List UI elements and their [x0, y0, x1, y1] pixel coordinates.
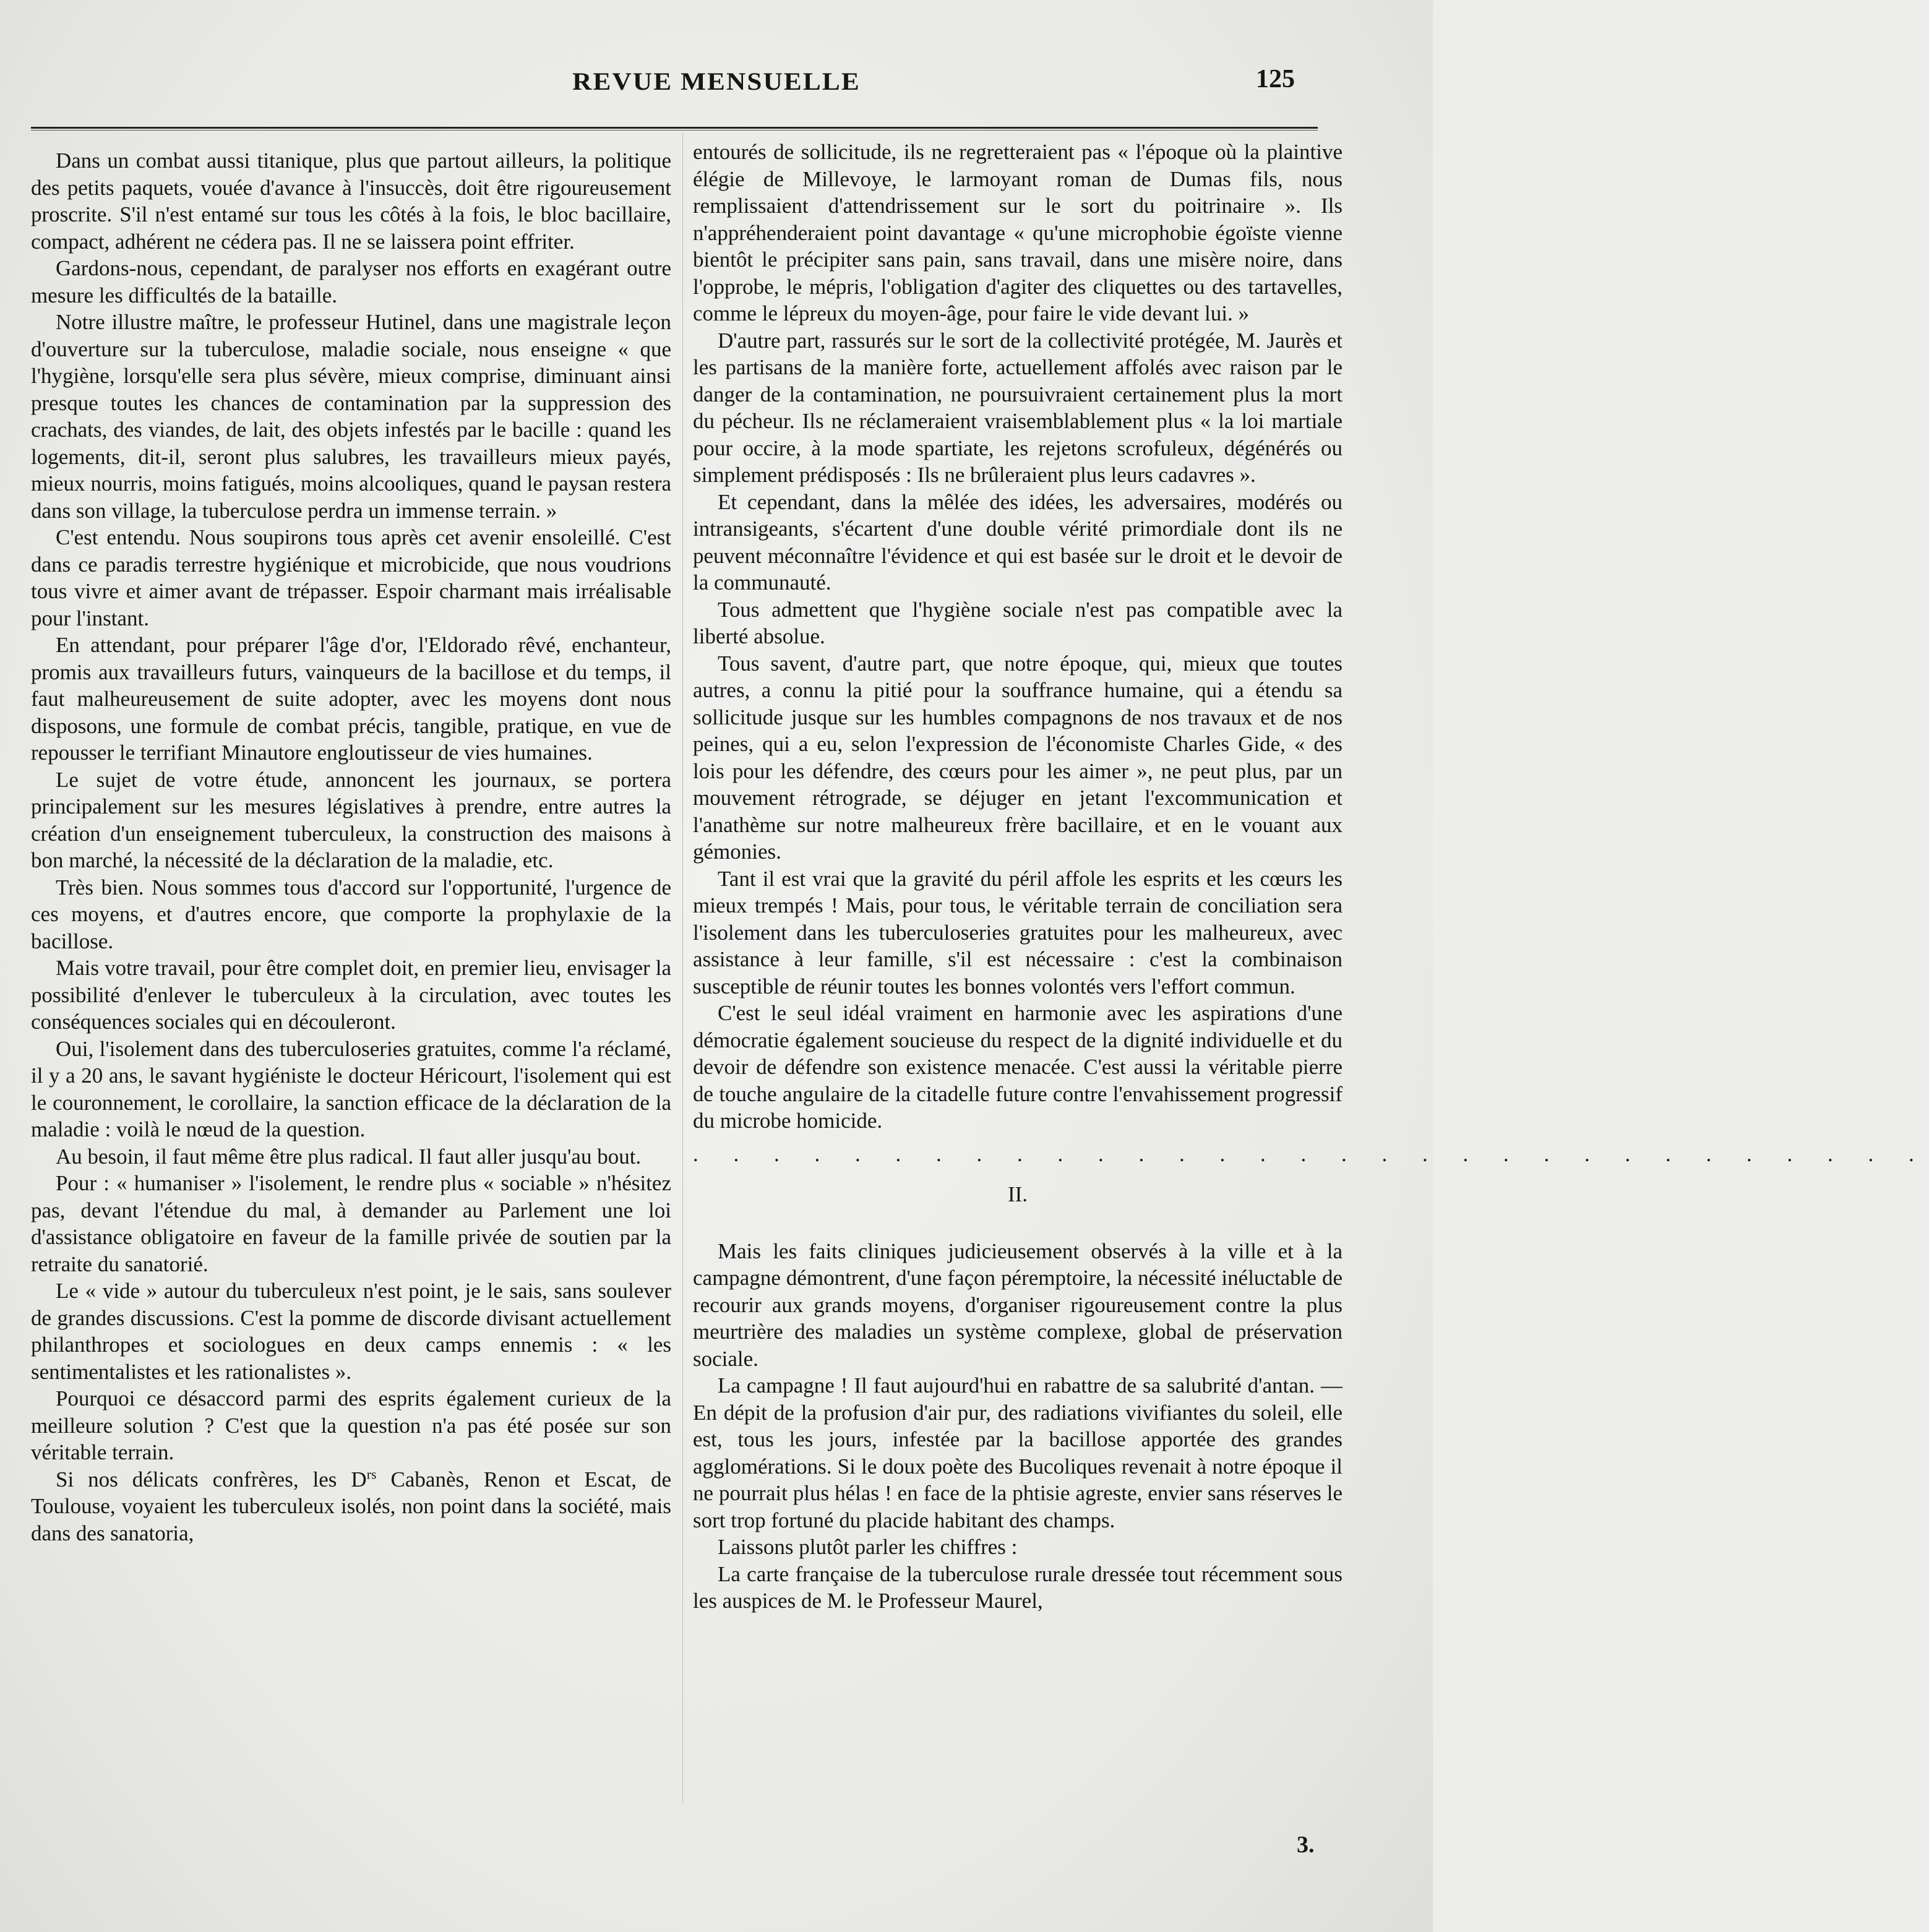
paragraph: Le « vide » autour du tuberculeux n'est point, je le sais, sans soulever de grandes discussions. C'est la pomme de discorde divisant actuellement philanthropes et sociologues en deux camps ennemis : « les sentimentalistes et les rationalistes ».	[31, 1279, 671, 1384]
paragraph: C'est le seul idéal vraiment en harmonie avec les aspirations d'une démocratie également soucieuse du respect de la dignité individuelle et du devoir de défendre son existence menacée. C'est aussi la véritable pierre de touche angulaire de la citadelle future contre l'envahissement progressif du microbe homicide.	[693, 1001, 1343, 1133]
paragraph: Notre illustre maître, le professeur Hutinel, dans une magistrale leçon d'ouverture sur la tuberculose, maladie sociale, nous enseigne « que l'hygiène, lorsqu'elle sera plus sévère, mieux comprise, diminuant ainsi presque toutes les chances de contamination par la suppression des crachats, des viandes, de lait, des objets infestés par le bacille : quand les logements, dit-il, seront plus salubres, les travailleurs mieux payés, mieux nourris, moins fatigués, moins alcooliques, quand le paysan restera dans son village, la tuberculose perdra un immense terrain. »	[31, 310, 671, 523]
paragraph: Mais les faits cliniques judicieusement observés à la ville et à la campagne démontrent, d'une façon péremptoire, la nécessité inéluctable de recourir aux grands moyens, d'organiser rigoureusement contre la plus meurtrière des maladies un système complexe, global de préservation sociale.	[693, 1239, 1343, 1371]
paragraph: Le sujet de votre étude, annoncent les journaux, se portera principalement sur les mesures législatives à prendre, entre autres la création d'un enseignement tuberculeux, la construction des maisons à bon marché, la nécessité de la déclaration de la maladie, etc.	[31, 767, 671, 872]
paragraph: En attendant, pour préparer l'âge d'or, l'Eldorado rêvé, enchanteur, promis aux travailleurs futurs, vainqueurs de la bacillose et du temps, il faut malheureusement de suite adopter, avec les moyens dont nous disposons, une formule de combat précis, tangible, pratique, en vue de repousser le terrifiant Minautore engloutisseur de vies humaines.	[31, 633, 671, 765]
running-title: REVUE MENSUELLE	[572, 67, 861, 95]
paragraph: La campagne ! Il faut aujourd'hui en rabattre de sa salubrité d'antan. — En dépit de la profusion d'air pur, des radiations vivifiantes du soleil, elle est, tous les jours, infestée par la bacillose apportée des grandes agglomérations. Si le doux poète des Bucoliques revenait à notre époque il ne pourrait plus hélas ! en face de la phtisie agreste, envier sans réserves le sort trop fortuné du placide habitant des champs.	[693, 1373, 1343, 1532]
paragraph: Tous admettent que l'hygiène sociale n'est pas compatible avec la liberté absolue.	[693, 597, 1343, 648]
paragraph: Et cependant, dans la mêlée des idées, les adversaires, modérés ou intransigeants, s'écartent d'une double vérité primordiale dont ils ne peuvent méconnaître l'évidence et qui est basée sur le droit et le devoir de la communauté.	[693, 489, 1343, 595]
header-rule-thin	[31, 130, 1318, 131]
paragraph: Très bien. Nous sommes tous d'accord sur l'opportunité, l'urgence de ces moyens, et d'autres encore, que comporte la prophylaxie de la bacillose.	[31, 875, 671, 953]
paragraph: Tant il est vrai que la gravité du péril affole les esprits et les cœurs les mieux trempés ! Mais, pour tous, le véritable terrain de conciliation sera l'isolement dans les tuberculoseries gratuites pour les malheureux, avec assistance à leur famille, s'il est nécessaire : c'est la combinaison susceptible de réunir toutes les bonnes volontés vers l'effort commun.	[693, 866, 1343, 998]
paragraph: Laissons plutôt parler les chiffres :	[718, 1535, 1018, 1559]
paragraph: Dans un combat aussi titanique, plus que partout ailleurs, la politique des petits paquets, vouée d'avance à l'insuccès, doit être rigoureusement proscrite. S'il n'est entamé sur tous les côtés à la fois, le bloc bacillaire, compact, adhérent ne cédera pas. Il ne se laissera point effriter.	[31, 148, 671, 254]
section-number: II.	[1007, 1182, 1028, 1206]
paragraph: Pour : « humaniser » l'isolement, le rendre plus « sociable » n'hésitez pas, devant l'étendue du mal, à demander au Parlement une loi d'assistance obligatoire en faveur de la famille privée de soutien par la retraite du sanatorié.	[31, 1171, 671, 1276]
paragraph: Pourquoi ce désaccord parmi des esprits également curieux de la meilleure solution ? C'est que la question n'a pas été posée sur son véritable terrain.	[31, 1386, 671, 1464]
text-run: Si nos délicats confrères, les D	[56, 1467, 367, 1492]
right-column	[693, 139, 1929, 1615]
header-rule	[31, 127, 1318, 129]
paragraph: Tous savent, d'autre part, que notre époque, qui, mieux que toutes autres, a connu la pitié pour la souffrance humaine, qui a étendu sa sollicitude jusque sur les humbles compagnons de nos travaux et de nos peines, qui a eu, selon l'expression de l'économiste Charles Gide, « des lois pour les défendre, des cœurs pour les aimer », ne peut plus, par un mouvement rétrograde, se déjuger en jetant l'excommunication et l'anathème sur notre malheureux frère bacillaire, et en le vouant aux gémonies.	[693, 651, 1343, 864]
text-run: Cabanès, Renon et Escat, de Toulouse, voyaient les tuberculeux isolés, non point dans la société, mais dans des sanatoria,	[31, 1467, 671, 1545]
paragraph: Mais votre travail, pour être complet doit, en premier lieu, envisager la possibilité d'enlever le tuberculeux à la circulation, avec toutes les conséquences sociales qui en découleront.	[31, 956, 671, 1034]
paragraph: Oui, l'isolement dans des tuberculoseries gratuites, comme l'a réclamé, il y a 20 ans, le savant hygiéniste le docteur Héricourt, l'isolement qui est le couronnement, le corollaire, la sanction efficace de la déclaration de la maladie : voilà le nœud de la question.	[31, 1036, 671, 1141]
left-column	[31, 147, 671, 1547]
paragraph: C'est entendu. Nous soupirons tous après cet avenir ensoleillé. C'est dans ce paradis terrestre hygiénique et microbicide, que nous voudrions tous vivre et aimer avant de trépasser. Espoir charmant mais irréalisable pour l'instant.	[31, 525, 671, 630]
paragraph: Gardons-nous, cependant, de paralyser nos efforts en exagérant outre mesure les difficultés de la bataille.	[31, 256, 671, 307]
paragraph-continued: entourés de sollicitude, ils ne regretteraient pas « l'époque où la plaintive élégie de Millevoye, le larmoyant roman de Dumas fils, nous remplissaient d'attendrissement sur le sort du poitrinaire ». Ils n'appréhenderaient point davantage « qu'une microphobie égoïste vienne bientôt le précipiter sans pain, sans travail, dans une misère noire, dans l'opprobe, le mépris, l'obligation d'agiter des cliquettes ou des tartavelles, comme le lépreux du moyen-âge, pour faire le vide devant lui. »	[693, 140, 1343, 325]
page-number: 125	[1256, 65, 1295, 93]
column-gutter	[682, 133, 683, 1803]
paragraph: La carte française de la tuberculose rurale dressée tout récemment sous les auspices de M. le Professeur Maurel,	[693, 1561, 1343, 1613]
paragraph: D'autre part, rassurés sur le sort de la collectivité protégée, M. Jaurès et les partisans de la manière forte, actuellement affolés avec raison par le danger de la contamination, ne poursuivraient certainement plus la mort du pécheur. Ils ne réclameraient vraisemblablement plus « la loi martiale pour occire, à la mode spartiate, les rejetons scrofuleux, dégénérés ou simplement prédisposés : Ils ne brûleraient plus leurs cadavres ».	[693, 328, 1343, 487]
signature-mark: 3.	[1297, 1832, 1315, 1858]
ellipsis-separator: . . . . . . . . . . . . . . . . . . . . . . . . . . . . . . .	[693, 1141, 1929, 1166]
paragraph-last	[31, 1466, 671, 1547]
paragraph: Au besoin, il faut même être plus radical. Il faut aller jusqu'au bout.	[56, 1144, 642, 1169]
superscript: rs	[366, 1466, 377, 1482]
